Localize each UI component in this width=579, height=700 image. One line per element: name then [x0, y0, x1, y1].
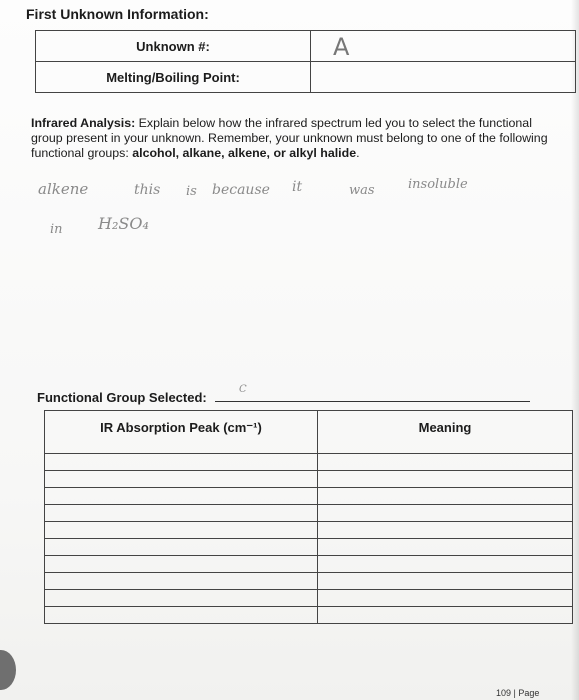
meaning-cell: [318, 590, 573, 607]
functional-group-value: C: [239, 384, 247, 395]
handwritten-word: is: [186, 184, 197, 199]
ir-peak-cell: [45, 505, 318, 522]
handwritten-word: in: [50, 222, 63, 237]
ir-peak-cell: [45, 488, 318, 505]
ir-absorption-table: [44, 410, 573, 624]
ir-peak-header: IR Absorption Peak (cm⁻¹): [45, 411, 318, 454]
ir-peak-cell: [45, 556, 318, 573]
meaning-cell: [318, 454, 573, 471]
meaning-cell: [318, 505, 573, 522]
infrared-instructions: [31, 116, 551, 161]
meaning-cell: [318, 607, 573, 624]
melting-point-value: [311, 62, 576, 93]
infrared-label: Infrared Analysis:: [31, 116, 136, 130]
meaning-cell: [318, 573, 573, 590]
meaning-cell: [318, 556, 573, 573]
ir-table-header-row: [45, 411, 573, 454]
meaning-cell: [318, 488, 573, 505]
functional-group-answer-line: [215, 401, 530, 402]
handwritten-word: was: [349, 183, 375, 198]
functional-group-options: alcohol, alkane, alkene, or alkyl halide: [132, 146, 357, 160]
meaning-header: Meaning: [318, 411, 573, 454]
ir-table-row: [45, 556, 573, 573]
infrared-text: Explain below how the infrared spectrum led you to select the functional group present in your unknown. Remember, your unknown must belong to one of the following functional groups:: [31, 116, 548, 160]
meaning-cell: [318, 471, 573, 488]
meaning-cell: [318, 539, 573, 556]
unknown-number-value: A: [333, 33, 350, 61]
ir-peak-cell: [45, 454, 318, 471]
ir-table-row: [45, 539, 573, 556]
section-title: First Unknown Information:: [26, 6, 209, 22]
unknown-number-label: Unknown #:: [36, 31, 311, 62]
ir-table-row: [45, 471, 573, 488]
melting-point-label: Melting/Boiling Point:: [36, 62, 311, 93]
handwritten-word: alkene: [38, 180, 89, 198]
ir-table-row: [45, 454, 573, 471]
table-corner-shadow: [0, 650, 16, 690]
info-row-unknown: [36, 31, 576, 62]
unknown-number-cell: [311, 31, 576, 62]
info-row-melting: [36, 62, 576, 93]
ir-table-row: [45, 590, 573, 607]
ir-table-row: [45, 505, 573, 522]
unknown-info-table: [35, 30, 576, 93]
ir-peak-cell: [45, 573, 318, 590]
ir-table-row: [45, 488, 573, 505]
ir-peak-cell: [45, 471, 318, 488]
ir-table-row: [45, 573, 573, 590]
ir-peak-cell: [45, 539, 318, 556]
handwritten-word: because: [212, 182, 270, 198]
handwritten-word: insoluble: [408, 177, 468, 192]
ir-peak-cell: [45, 607, 318, 624]
ir-peak-cell: [45, 522, 318, 539]
handwritten-word: this: [134, 182, 161, 198]
ir-peak-cell: [45, 590, 318, 607]
ir-table-row: [45, 607, 573, 624]
handwritten-word: H₂SO₄: [98, 214, 149, 233]
meaning-cell: [318, 522, 573, 539]
page-number: 109 | Page: [496, 688, 540, 698]
ir-table-row: [45, 522, 573, 539]
handwritten-word: it: [292, 179, 303, 195]
infrared-end: .: [356, 146, 360, 160]
functional-group-label: Functional Group Selected:: [37, 390, 207, 405]
